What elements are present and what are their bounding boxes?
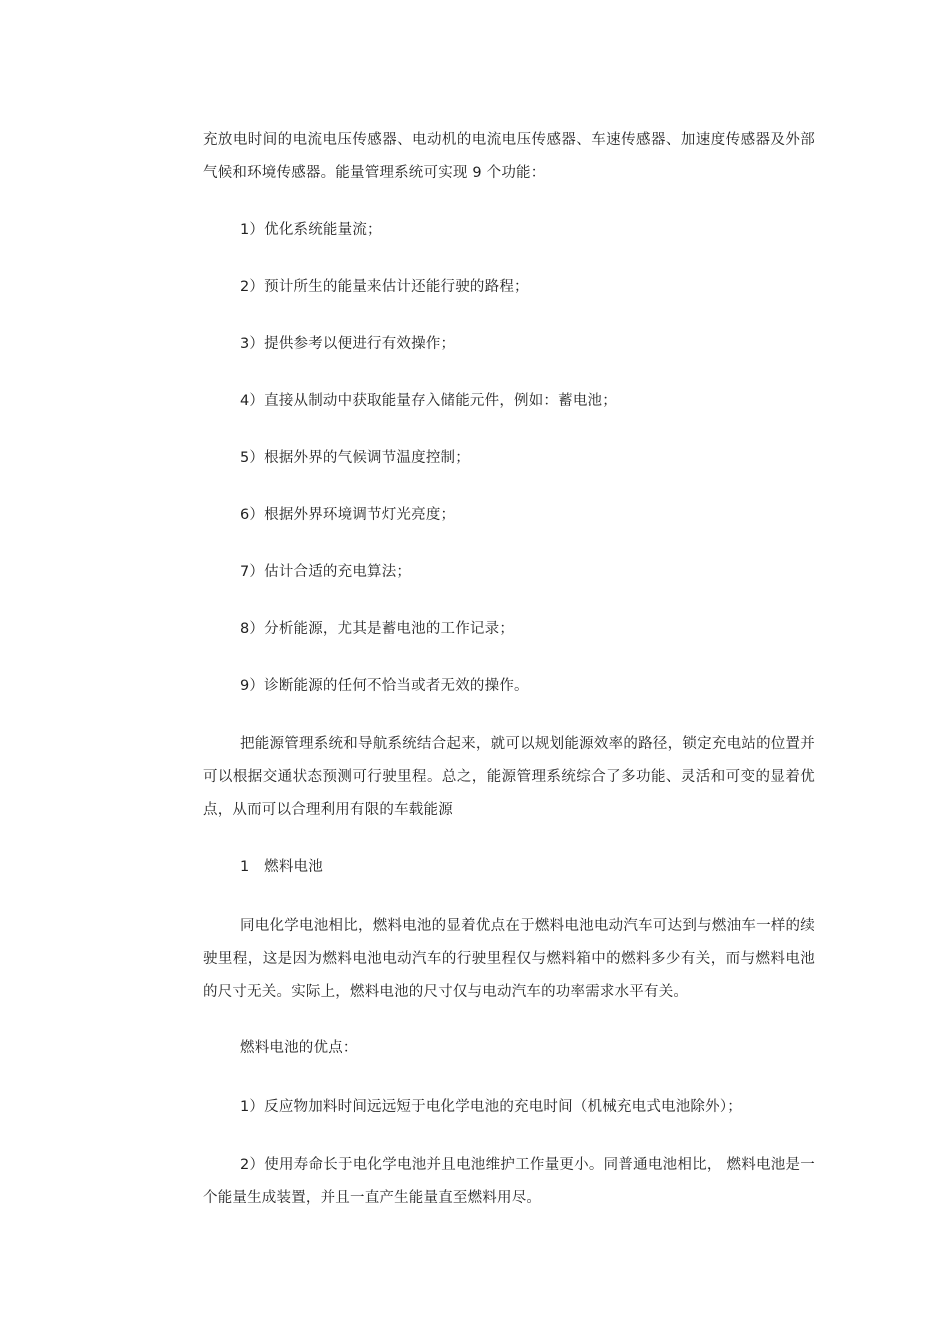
function-item-1-block — [203, 214, 815, 247]
function-item-5: 5）根据外界的气候调节温度控制； — [240, 450, 470, 466]
function-item-1: 1）优化系统能量流； — [240, 222, 382, 238]
function-item-3: 3）提供参考以便进行有效操作； — [240, 336, 456, 352]
function-item-8: 8）分析能源，尤其是蓄电池的工作记录； — [240, 621, 515, 637]
function-item-8-block — [203, 613, 815, 646]
function-item-3-block — [203, 328, 815, 361]
function-item-6-block — [203, 499, 815, 532]
function-item-9: 9）诊断能源的任何不恰当或者无效的操作。 — [240, 678, 529, 694]
function-item-7: 7）估计合适的充电算法； — [240, 564, 412, 580]
function-item-6: 6）根据外界环境调节灯光亮度； — [240, 507, 456, 523]
fuel-cell-paragraph-block — [203, 910, 815, 1009]
section-heading-block — [203, 851, 815, 884]
function-item-7-block — [203, 556, 815, 589]
fuel-cell-paragraph: 同电化学电池相比，燃料电池的显着优点在于燃料电池电动汽车可达到与燃油车一样的续驶里程，这是因为燃料电池电动汽车的行驶里程仅与燃料箱中的燃料多少有关，而与燃料电池的尺寸无关。实际上，燃料电池的尺寸仅与电动汽车的功率需求水平有关。 — [203, 918, 815, 1000]
intro-paragraph: 充放电时间的电流电压传感器、电动机的电流电压传感器、车速传感器、加速度传感器及外部气候和环境传感器。能量管理系统可实现 9 个功能： — [203, 132, 815, 181]
function-item-2: 2）预计所生的能量来估计还能行驶的路程； — [240, 279, 529, 295]
advantage-item-2-block — [203, 1149, 815, 1215]
intro-paragraph-block — [203, 124, 815, 190]
function-item-9-block — [203, 670, 815, 703]
advantage-item-1: 1）反应物加料时间远远短于电化学电池的充电时间（机械充电式电池除外）； — [240, 1099, 742, 1115]
navigation-paragraph: 把能源管理系统和导航系统结合起来，就可以规划能源效率的路径，锁定充电站的位置并可以根据交通状态预测可行驶里程。总之，能源管理系统综合了多功能、灵活和可变的显着优点，从而可以合理利用有限的车载能源 — [203, 736, 815, 818]
advantages-heading-block — [203, 1032, 815, 1065]
function-item-4: 4）直接从制动中获取能量存入储能元件，例如：蓄电池； — [240, 393, 617, 409]
advantage-item-2: 2）使用寿命长于电化学电池并且电池维护工作量更小。同普通电池相比， 燃料电池是一个能量生成装置，并且一直产生能量直至燃料用尽。 — [203, 1157, 815, 1206]
advantage-item-1-block — [203, 1091, 815, 1124]
function-item-4-block — [203, 385, 815, 418]
section-heading: 1 燃料电池 — [240, 859, 323, 875]
function-item-5-block — [203, 442, 815, 475]
function-item-2-block — [203, 271, 815, 304]
navigation-paragraph-block — [203, 728, 815, 827]
advantages-heading: 燃料电池的优点： — [240, 1040, 358, 1056]
